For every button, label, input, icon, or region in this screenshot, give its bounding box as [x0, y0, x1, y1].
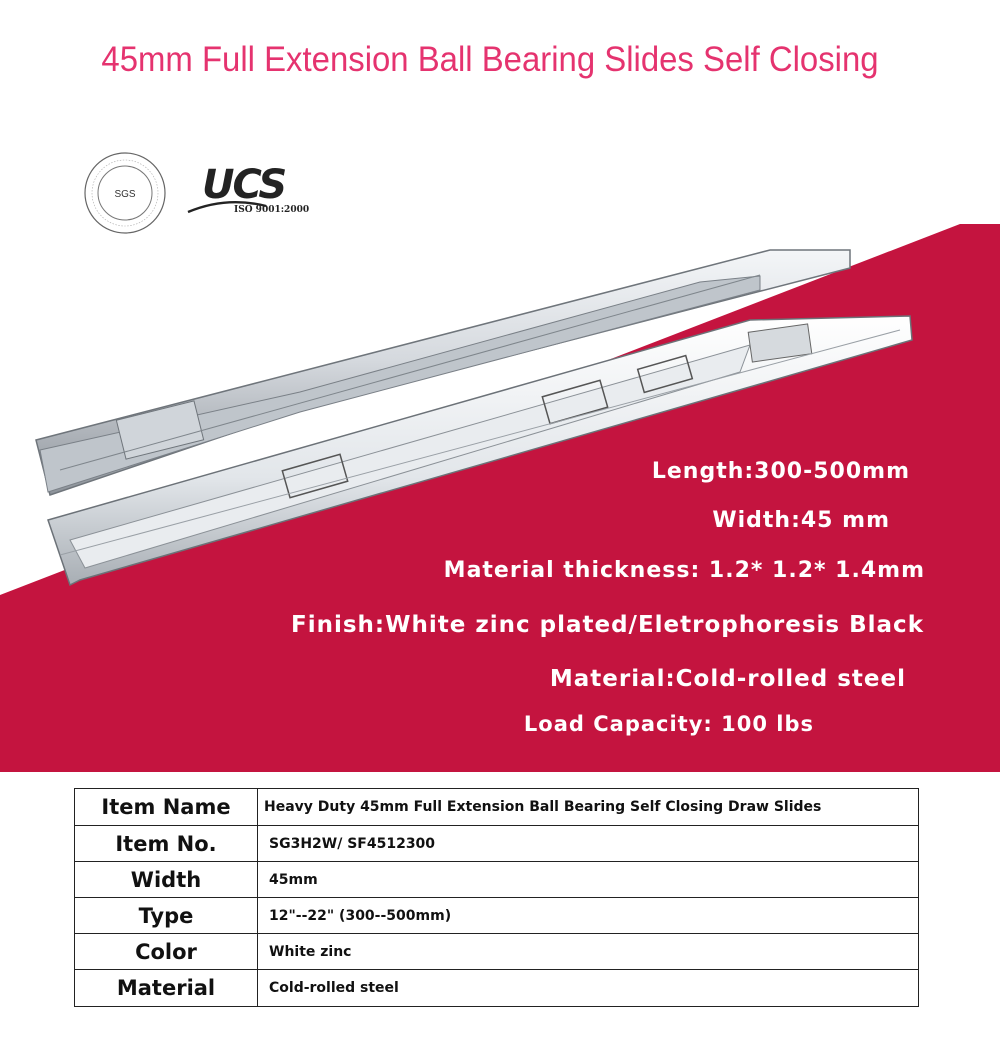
spec-material: Material:Cold-rolled steel [549, 666, 906, 692]
row-label: Width [75, 862, 258, 897]
spec-width: Width:45 mm [712, 508, 890, 533]
table-row [75, 969, 918, 1006]
spec-load: Load Capacity: 100 lbs [523, 712, 814, 736]
row-value: SG3H2W/ SF4512300 [269, 835, 436, 852]
table-row [75, 861, 918, 897]
table-row [75, 789, 918, 825]
row-label: Item Name [75, 789, 258, 825]
row-value: White zinc [269, 943, 352, 960]
page-title: 45mm Full Extension Ball Bearing Slides Self Closing [101, 40, 879, 79]
spec-finish: Finish:White zinc plated/Eletrophoresis Black [290, 612, 924, 638]
spec-length: Length:300-500mm [651, 459, 910, 484]
iso-label: ISO 9001:2000 [234, 205, 310, 215]
table-row [75, 897, 918, 933]
row-label: Color [75, 934, 258, 969]
spec-thickness: Material thickness: 1.2* 1.2* 1.4mm [443, 558, 925, 583]
row-label: Type [75, 898, 258, 933]
row-label: Item No. [75, 826, 258, 861]
svg-text:SGS: SGS [114, 189, 136, 200]
ucs-logo-text: UCS [202, 162, 286, 208]
row-value: 12"--22" (300--500mm) [269, 907, 452, 924]
table-row [75, 933, 918, 969]
row-label: Material [75, 970, 258, 1006]
row-value: Cold-rolled steel [269, 980, 399, 996]
table-row [75, 825, 918, 861]
row-value: 45mm [269, 871, 318, 888]
spec-table [74, 788, 919, 1007]
row-value: Heavy Duty 45mm Full Extension Ball Bearing Self Closing Draw Slides [264, 799, 822, 815]
